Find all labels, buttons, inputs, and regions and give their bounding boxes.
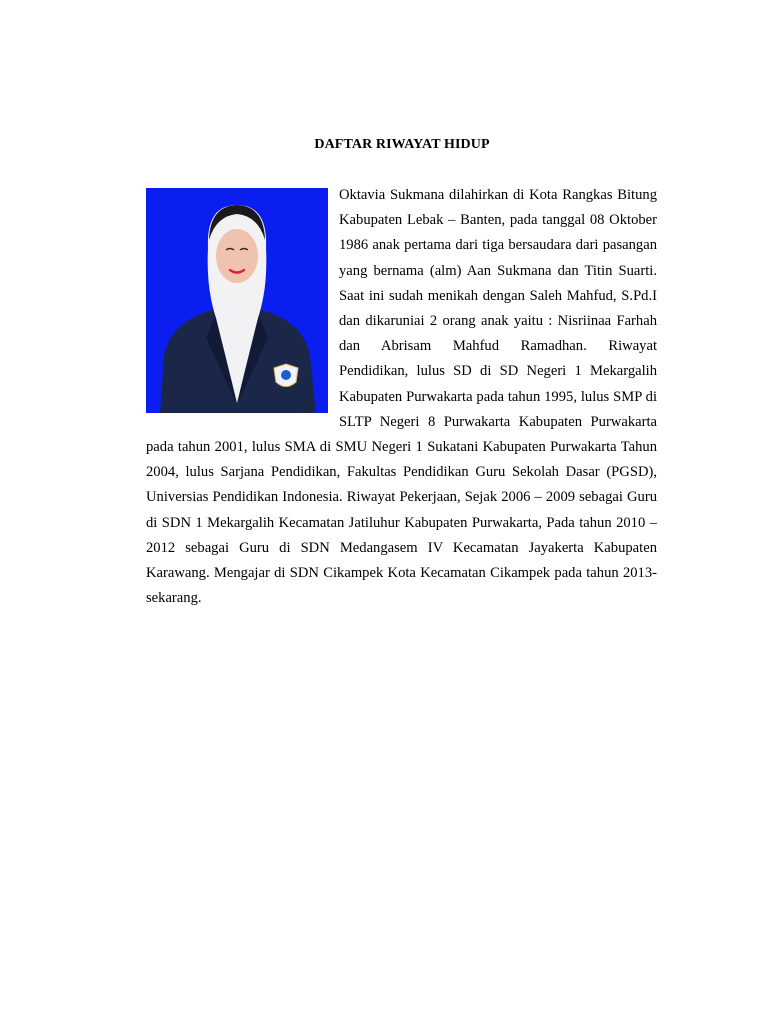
face-shape [216, 229, 258, 283]
profile-photo [146, 188, 328, 413]
document-title: DAFTAR RIWAYAT HIDUP [314, 137, 490, 152]
portrait-illustration [146, 188, 328, 413]
school-emblem-icon [274, 364, 298, 387]
biography-text: Oktavia Sukmana dilahirkan di Kota Rangkas Bitung Kabupaten Lebak – Banten, pada tanggal 08 Oktober 1986 anak pertama dari tiga bersaudara dari pasangan yang bernama (alm) Aan Sukmana dan Titin Suarti. Saat ini sudah menikah dengan Saleh Mahfud, S.Pd.I dan dikaruniai 2 orang anak yaitu : Nisriinaa Farhah dan Abrisam Mahfud Ramadhan. Riwayat Pendidikan, lulus SD di SD Negeri 1 Mekargalih Kabupaten Purwakarta pada tahun 1995, lulus SMP di SLTP Negeri 8 Purwakarta Kabupaten Purwakarta pada tahun 2001, lulus SMA di SMU Negeri 1 Sukatani Kabupaten Purwakarta Tahun 2004, lulus Sarjana Pendidikan, Fakultas Pendidikan Guru Sekolah Dasar (PGSD), Universias Pendidikan Indonesia. Riwayat Pekerjaan, Sejak 2006 – 2009 sebagai Guru di SDN 1 Mekargalih Kecamatan Jatiluhur Kabupaten Purwakarta, Pada tahun 2010 – 2012 sebagai Guru di SDN Medangasem IV Kecamatan Jayakerta Kabupaten Karawang. Mengajar di SDN Cikampek Kota Kecamatan Cikampek pada tahun 2013-sekarang. [146, 187, 657, 607]
document-body [146, 183, 657, 611]
